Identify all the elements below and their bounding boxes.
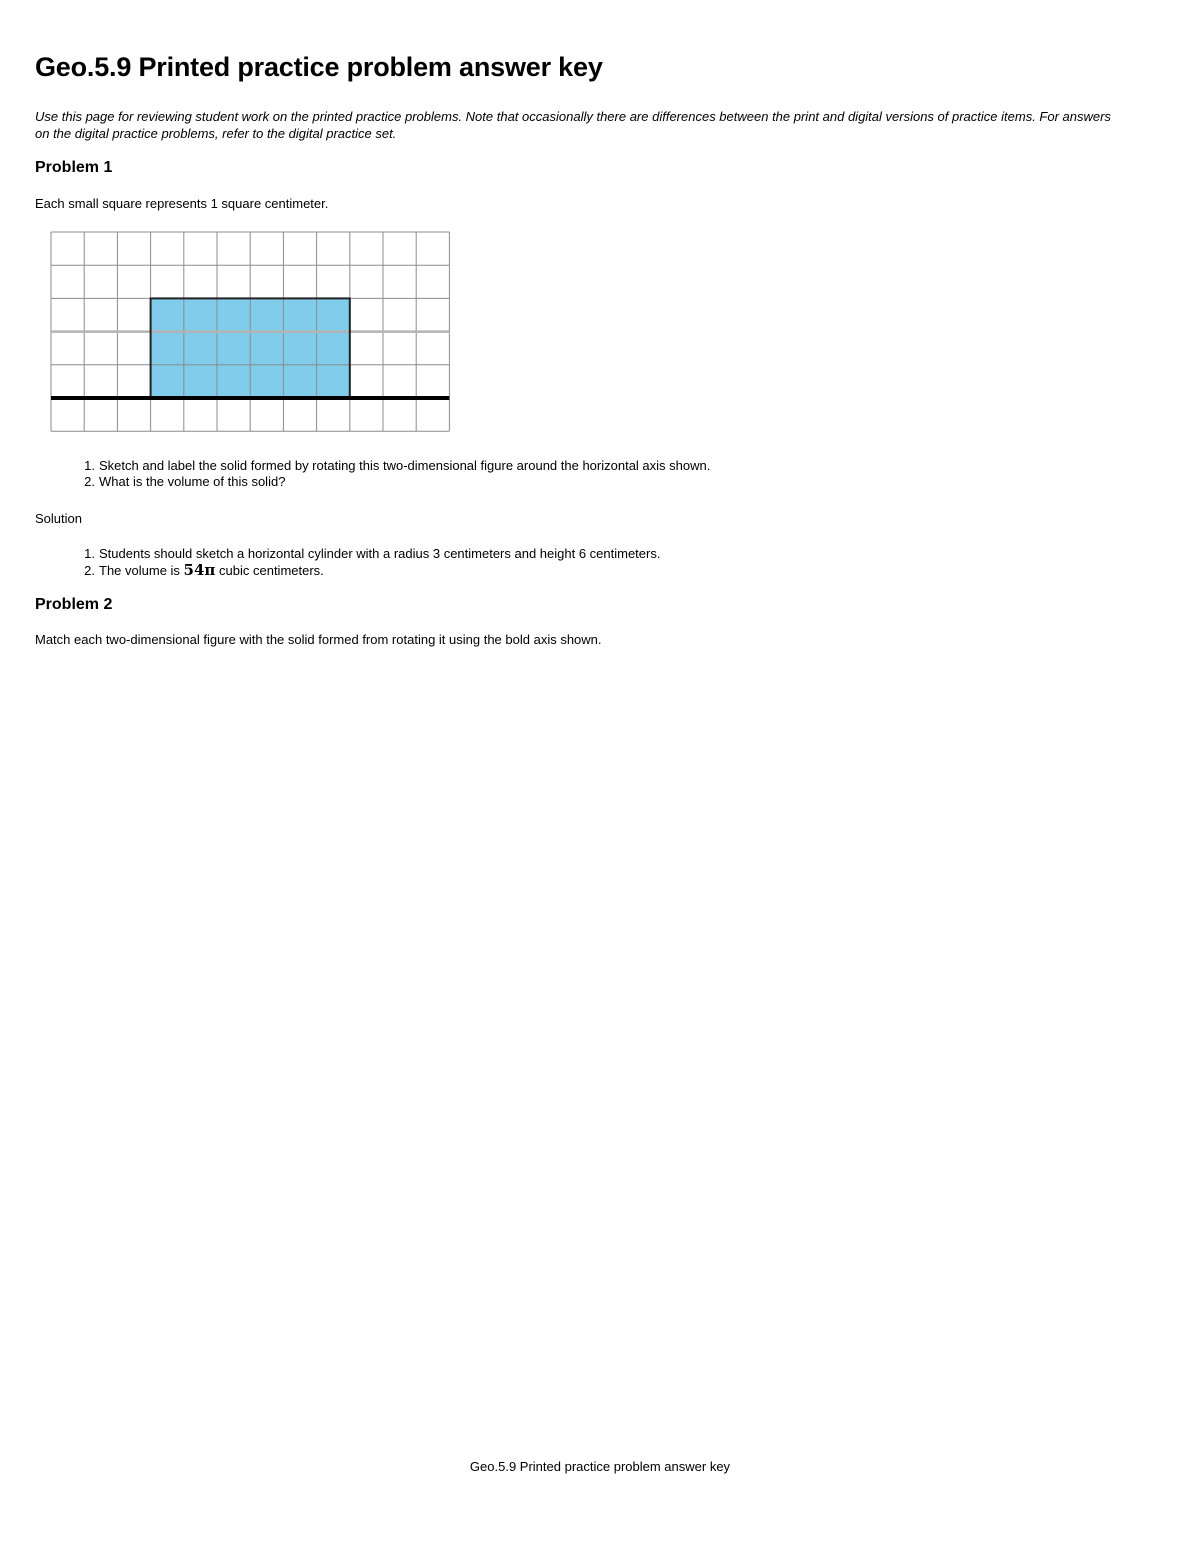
solution-item: 2. The volume is 54π cubic centimeters. [84, 561, 324, 579]
problem-1-statement: Each small square represents 1 square centimeter. [35, 196, 329, 211]
rotation-grid-figure [50, 231, 452, 435]
problem-2-heading: Problem 2 [35, 596, 113, 613]
problem-1-solutions [35, 546, 660, 579]
grid-lines [51, 232, 449, 431]
page-title: Geo.5.9 Printed practice problem answer key [35, 52, 603, 82]
problem-2-statement: Match each two-dimensional figure with the solid formed from rotating it using the bold axis shown. [35, 632, 602, 647]
solution-item: 1. Students should sketch a horizontal cylinder with a radius 3 centimeters and height 6 centimeters. [84, 546, 661, 561]
solution-label: Solution [35, 511, 82, 526]
problem-1-questions [35, 458, 710, 490]
volume-expression: 54π [183, 561, 216, 579]
page-footer: Geo.5.9 Printed practice problem answer key [469, 1459, 731, 1474]
question-item: 1. Sketch and label the solid formed by rotating this two-dimensional figure around the horizontal axis shown. [84, 458, 711, 473]
question-item: 2. What is the volume of this solid? [84, 474, 286, 489]
problem-1-heading: Problem 1 [35, 159, 113, 176]
intro-note: Use this page for reviewing student work on the printed practice problems. Note that occasionally there are differences between the print and digital versions of practice items. For answers on the digital practice problems, refer to the digital practice set. [35, 109, 1111, 141]
